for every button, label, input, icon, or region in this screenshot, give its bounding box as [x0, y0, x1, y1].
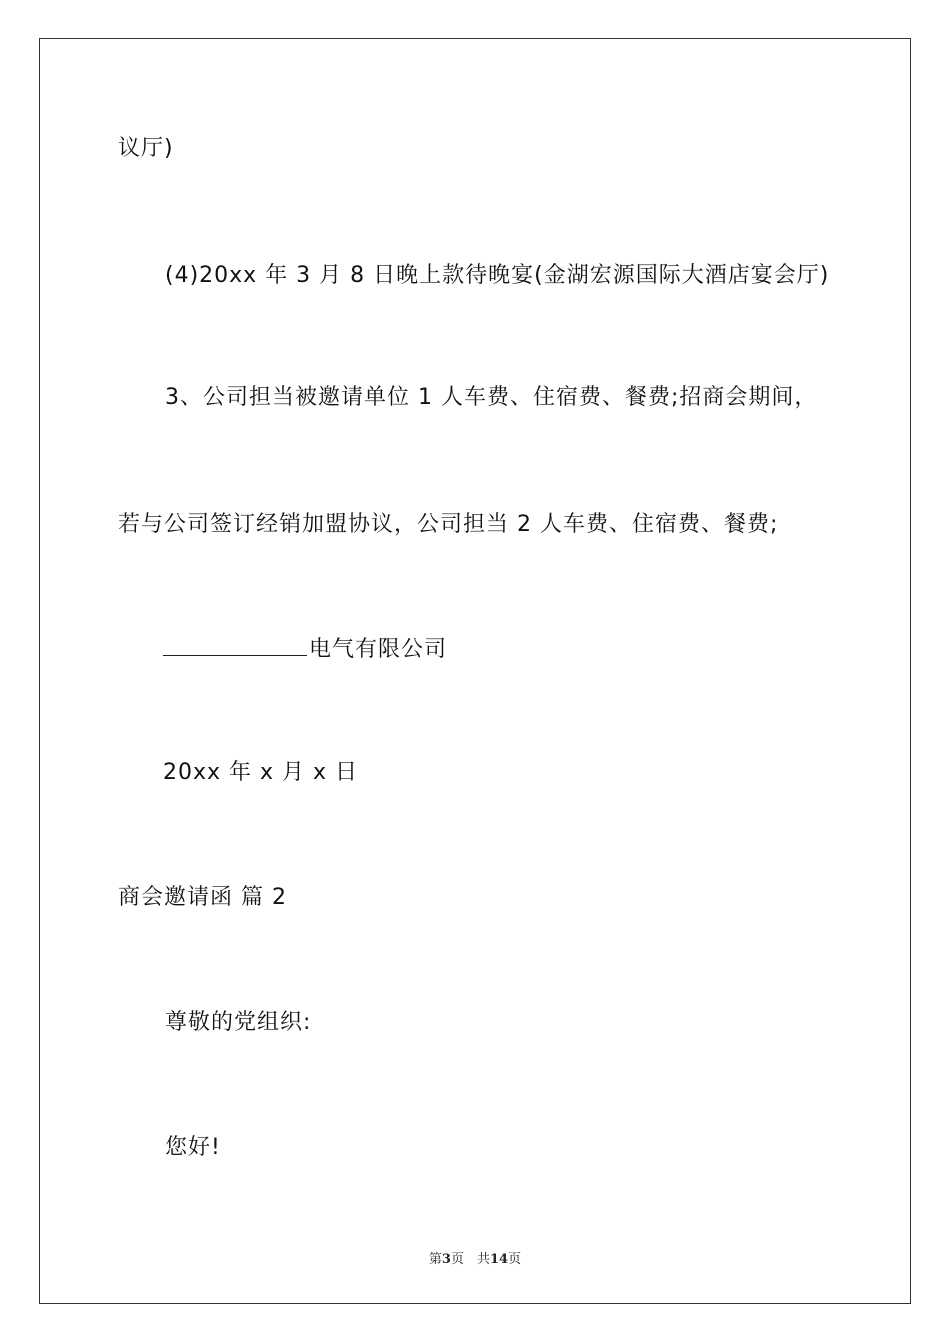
text-line-2: (4)20xx 年 3 月 8 日晚上款待晚宴(金湖宏源国际大酒店宴会厅): [165, 263, 830, 288]
section-heading: 商会邀请函 篇 2: [118, 885, 287, 910]
company-signature-line: [163, 633, 447, 665]
text-line-3: 3、公司担当被邀请单位 1 人车费、住宿费、餐费;招商会期间，: [165, 385, 818, 410]
footer-page-mid: 页 共: [450, 1252, 490, 1267]
footer-total-pages: 14: [489, 1252, 509, 1267]
footer-page-suffix: 页: [508, 1252, 522, 1267]
footer-page-prefix: 第: [428, 1252, 442, 1267]
page-border: [39, 38, 911, 1304]
greeting: 您好!: [165, 1135, 221, 1160]
text-line-1: 议厅): [118, 136, 174, 161]
date-line: 20xx 年 x 月 x 日: [163, 760, 359, 785]
text-line-4: 若与公司签订经销加盟协议，公司担当 2 人车费、住宿费、餐费;: [118, 512, 779, 537]
page-footer: [0, 1248, 950, 1267]
footer-page-number: 3: [441, 1252, 451, 1267]
company-name: 电气有限公司: [309, 637, 448, 662]
salutation: 尊敬的党组织:: [165, 1010, 312, 1035]
blank-underline: [163, 633, 307, 656]
